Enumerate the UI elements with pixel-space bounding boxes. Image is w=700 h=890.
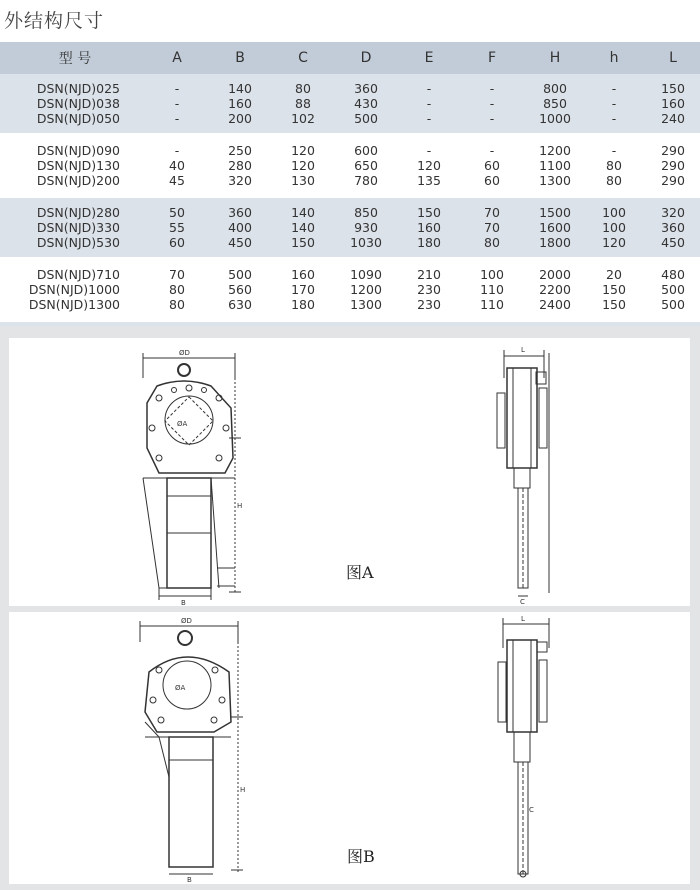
value-cell <box>646 198 700 257</box>
figure-b-label: 图B <box>347 847 375 866</box>
dimension-value: 500 <box>354 111 378 126</box>
dimension-value: 120 <box>602 235 626 250</box>
header-h-upper: H <box>528 42 582 74</box>
side-body <box>507 368 537 468</box>
dimension-value: 290 <box>661 173 685 188</box>
table-body <box>0 74 700 350</box>
dimension-value: 140 <box>228 81 252 96</box>
dimension-value: 1030 <box>350 235 382 250</box>
header-b: B <box>204 42 276 74</box>
dimension-value: 70 <box>484 205 500 220</box>
dimension-value: 650 <box>354 158 378 173</box>
model-name: DSN(NJD)038 <box>36 96 120 111</box>
value-cell <box>204 74 276 133</box>
value-cell <box>330 198 402 257</box>
header-d: D <box>330 42 402 74</box>
dimension-value: - <box>611 96 617 111</box>
dimension-value: 290 <box>661 158 685 173</box>
figure-b-panel <box>9 612 690 884</box>
value-cell <box>528 136 582 195</box>
dimension-value: 80 <box>606 158 622 173</box>
header-model: 型 号 <box>0 42 150 74</box>
value-cell <box>402 198 456 257</box>
figure-a-label: 图A <box>346 563 374 582</box>
dimension-value: 2000 <box>539 267 571 282</box>
dimension-value: 2400 <box>539 297 571 312</box>
dimension-value: 1600 <box>539 220 571 235</box>
model-name: DSN(NJD)200 <box>36 173 120 188</box>
dimension-value: 450 <box>661 235 685 250</box>
header-l: L <box>646 42 700 74</box>
model-name: DSN(NJD)050 <box>36 111 120 126</box>
dimension-value: 180 <box>291 297 315 312</box>
value-cell <box>646 74 700 133</box>
dimension-value: 240 <box>661 111 685 126</box>
dimension-value: 70 <box>484 220 500 235</box>
fig-b-dim-b: B <box>187 876 192 884</box>
header-f: F <box>456 42 528 74</box>
dimension-value: - <box>426 81 432 96</box>
value-cell <box>582 260 646 319</box>
dimension-value: 400 <box>228 220 252 235</box>
dimension-value: 80 <box>606 173 622 188</box>
header-a: A <box>150 42 204 74</box>
dimension-table <box>0 42 700 350</box>
gate-blade <box>169 737 213 867</box>
dimension-value: 630 <box>228 297 252 312</box>
bore-circle <box>163 661 211 709</box>
value-cell <box>276 74 330 133</box>
dimension-value: 500 <box>661 297 685 312</box>
value-cell <box>276 260 330 319</box>
fig-b-dim-a: ØA <box>175 684 186 692</box>
dimension-value: 110 <box>480 297 504 312</box>
fig-b-dim-h: H <box>240 786 246 794</box>
dimension-value: - <box>426 143 432 158</box>
dimension-value: 800 <box>543 81 567 96</box>
value-cell <box>582 136 646 195</box>
value-cell <box>456 136 528 195</box>
dimension-value: 280 <box>228 158 252 173</box>
dimension-value: 88 <box>295 96 311 111</box>
dimension-value: - <box>611 143 617 158</box>
dimension-value: - <box>426 96 432 111</box>
dimension-value: 360 <box>354 81 378 96</box>
dimension-value: 290 <box>661 143 685 158</box>
dimension-value: 140 <box>291 220 315 235</box>
value-cell <box>646 136 700 195</box>
dimension-value: 120 <box>291 158 315 173</box>
dimension-value: - <box>489 81 495 96</box>
fig-a-dim-h: H <box>237 502 243 510</box>
header-e: E <box>402 42 456 74</box>
dimension-value: 320 <box>661 205 685 220</box>
dimension-value: - <box>489 143 495 158</box>
side-stem-top <box>514 468 530 488</box>
header-c: C <box>276 42 330 74</box>
dimension-value: 430 <box>354 96 378 111</box>
dimension-value: 450 <box>228 235 252 250</box>
fig-b-dim-d: ØD <box>181 617 192 625</box>
drawings-section <box>0 326 700 890</box>
dimension-value: 160 <box>661 96 685 111</box>
dimension-value: 160 <box>417 220 441 235</box>
dimension-value: 110 <box>480 282 504 297</box>
fig-a-dim-d: ØD <box>179 349 190 357</box>
value-cell <box>456 198 528 257</box>
side-stem-top <box>514 732 530 762</box>
value-cell <box>204 260 276 319</box>
dimension-value: 140 <box>291 205 315 220</box>
dimension-value: - <box>174 111 180 126</box>
value-cell <box>528 198 582 257</box>
dimension-value: 135 <box>417 173 441 188</box>
dimension-value: 230 <box>417 297 441 312</box>
value-cell <box>276 198 330 257</box>
dimension-value: - <box>174 81 180 96</box>
dimension-value: 80 <box>484 235 500 250</box>
dimension-value: - <box>489 111 495 126</box>
value-cell <box>330 136 402 195</box>
dimension-value: 850 <box>354 205 378 220</box>
dimension-value: 80 <box>169 297 185 312</box>
table-row-group <box>0 260 700 319</box>
value-cell <box>150 260 204 319</box>
model-name: DSN(NJD)090 <box>36 143 120 158</box>
dimension-value: 360 <box>228 205 252 220</box>
value-cell <box>402 74 456 133</box>
dimension-value: 600 <box>354 143 378 158</box>
dimension-value: - <box>611 81 617 96</box>
dimension-value: 150 <box>661 81 685 96</box>
value-cell <box>646 260 700 319</box>
value-cell <box>204 136 276 195</box>
dimension-value: - <box>174 96 180 111</box>
dimension-value: 1000 <box>539 111 571 126</box>
dimension-value: 160 <box>228 96 252 111</box>
dimension-value: 1300 <box>539 173 571 188</box>
dimension-value: 100 <box>602 205 626 220</box>
table-row-group <box>0 198 700 257</box>
dimension-value: 102 <box>291 111 315 126</box>
model-name: DSN(NJD)710 <box>36 267 120 282</box>
dimension-value: 1300 <box>350 297 382 312</box>
dimension-value: 120 <box>291 143 315 158</box>
dimension-value: 45 <box>169 173 185 188</box>
fig-b-dim-l: L <box>521 615 525 623</box>
model-cell <box>0 260 150 319</box>
dimension-value: 150 <box>602 297 626 312</box>
dimension-value: 160 <box>291 267 315 282</box>
dimension-value: 60 <box>484 173 500 188</box>
dimension-value: 930 <box>354 220 378 235</box>
dimension-value: 170 <box>291 282 315 297</box>
dimension-value: 50 <box>169 205 185 220</box>
dimension-value: 150 <box>602 282 626 297</box>
dimension-value: 2200 <box>539 282 571 297</box>
dimension-value: 1200 <box>350 282 382 297</box>
table-row-group <box>0 74 700 133</box>
dimension-value: 40 <box>169 158 185 173</box>
model-name: DSN(NJD)1000 <box>28 282 120 297</box>
page-title: 外结构尺寸 <box>4 10 105 32</box>
dimension-value: 560 <box>228 282 252 297</box>
dimension-value: 480 <box>661 267 685 282</box>
dimension-value: 150 <box>291 235 315 250</box>
value-cell <box>276 136 330 195</box>
dimension-value: - <box>426 111 432 126</box>
value-cell <box>330 74 402 133</box>
value-cell <box>528 260 582 319</box>
lifting-eye <box>178 364 190 376</box>
dimension-value: 55 <box>169 220 185 235</box>
figure-a-panel <box>9 338 690 606</box>
header-h-lower: h <box>582 42 646 74</box>
value-cell <box>528 74 582 133</box>
value-cell <box>204 198 276 257</box>
dimension-value: 150 <box>417 205 441 220</box>
value-cell <box>456 260 528 319</box>
value-cell <box>150 74 204 133</box>
dimension-value: 1800 <box>539 235 571 250</box>
fig-b-dim-c: C <box>529 806 534 814</box>
dimension-value: 1100 <box>539 158 571 173</box>
dimension-value: 180 <box>417 235 441 250</box>
dimension-value: 80 <box>169 282 185 297</box>
dimension-value: - <box>174 143 180 158</box>
dimension-value: - <box>611 111 617 126</box>
fig-a-dim-a: ØA <box>177 420 188 428</box>
dimension-value: 1500 <box>539 205 571 220</box>
value-cell <box>150 198 204 257</box>
value-cell <box>402 260 456 319</box>
value-cell <box>582 74 646 133</box>
fig-a-dim-c: C <box>520 598 525 606</box>
fig-a-dim-b: B <box>181 599 186 606</box>
model-name: DSN(NJD)280 <box>36 205 120 220</box>
side-body <box>507 640 537 732</box>
value-cell <box>582 198 646 257</box>
dimension-value: 120 <box>417 158 441 173</box>
dimension-value: 130 <box>291 173 315 188</box>
dimension-value: 500 <box>228 267 252 282</box>
dimension-value: 80 <box>295 81 311 96</box>
model-name: DSN(NJD)530 <box>36 235 120 250</box>
table-header-row <box>0 42 700 74</box>
lifting-eye <box>178 631 192 645</box>
model-name: DSN(NJD)025 <box>36 81 120 96</box>
dimension-value: 250 <box>228 143 252 158</box>
dimension-value: 100 <box>602 220 626 235</box>
dimension-value: 780 <box>354 173 378 188</box>
model-cell <box>0 198 150 257</box>
value-cell <box>456 74 528 133</box>
dimension-value: 20 <box>606 267 622 282</box>
dimension-value: 60 <box>484 158 500 173</box>
dimension-value: 60 <box>169 235 185 250</box>
model-cell <box>0 74 150 133</box>
table-row-group <box>0 136 700 195</box>
value-cell <box>402 136 456 195</box>
model-name: DSN(NJD)1300 <box>28 297 120 312</box>
dimension-value: 320 <box>228 173 252 188</box>
dimension-value: 210 <box>417 267 441 282</box>
value-cell <box>330 260 402 319</box>
model-name: DSN(NJD)130 <box>36 158 120 173</box>
dimension-value: 850 <box>543 96 567 111</box>
dimension-value: 500 <box>661 282 685 297</box>
dimension-value: 100 <box>480 267 504 282</box>
dimension-value: - <box>489 96 495 111</box>
model-name: DSN(NJD)330 <box>36 220 120 235</box>
dimension-value: 200 <box>228 111 252 126</box>
dimension-value: 1090 <box>350 267 382 282</box>
dimension-value: 360 <box>661 220 685 235</box>
dimension-value: 70 <box>169 267 185 282</box>
dimension-value: 230 <box>417 282 441 297</box>
model-cell <box>0 136 150 195</box>
fig-a-dim-l: L <box>521 346 525 354</box>
value-cell <box>150 136 204 195</box>
bore-circle <box>165 396 213 444</box>
dimension-value: 1200 <box>539 143 571 158</box>
